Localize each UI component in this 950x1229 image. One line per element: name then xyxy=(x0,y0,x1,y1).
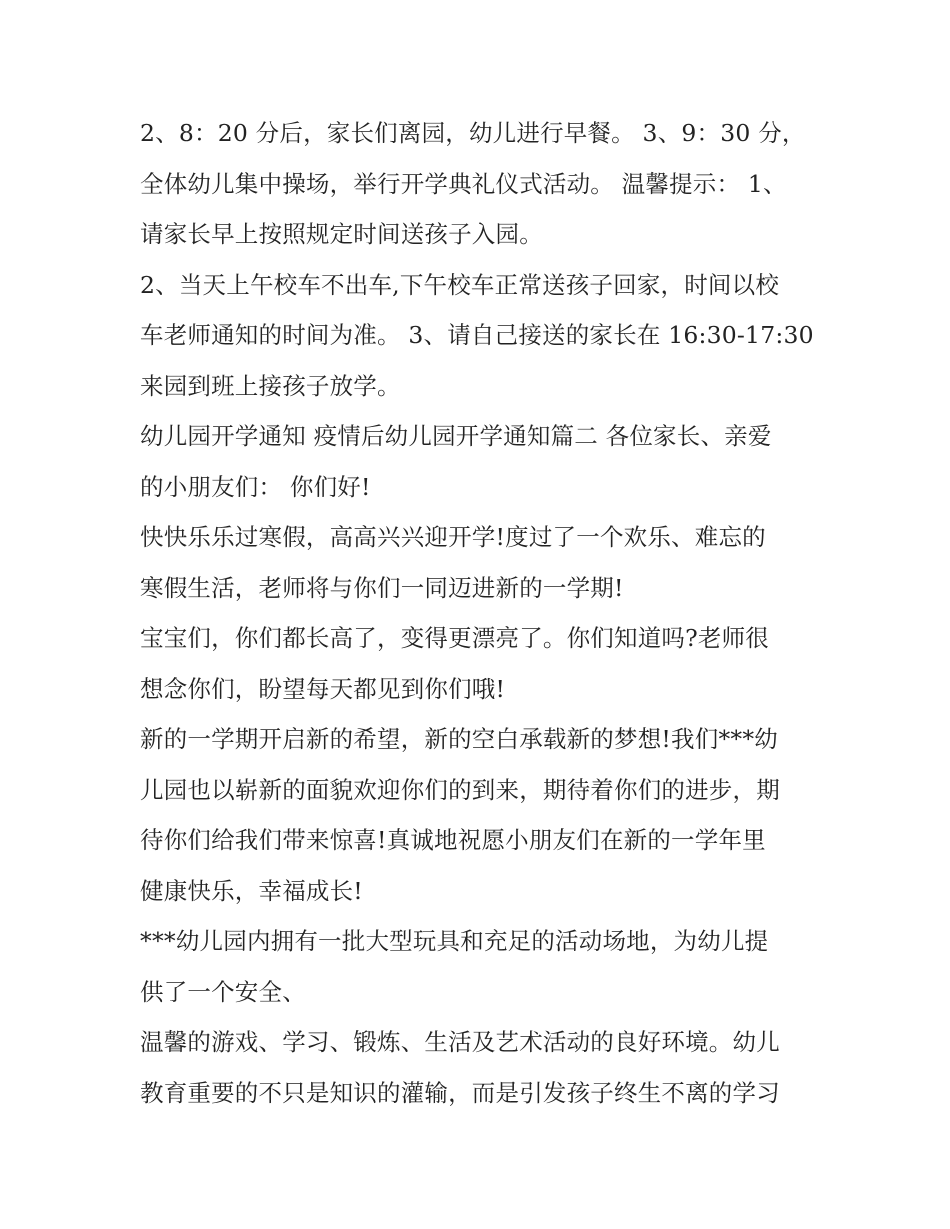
text-line: 车老师通知的时间为准。 3、请自己接送的家长在 16:30-17:30 xyxy=(140,321,814,349)
paragraph-new-semester xyxy=(140,714,820,916)
document-body xyxy=(140,108,820,1118)
text-line: 2、当天上午校车不出车,下午校车正常送孩子回家，时间以校 xyxy=(140,270,780,299)
text-line: ***幼儿园内拥有一批大型玩具和充足的活动场地，为幼儿提 xyxy=(140,927,769,955)
text-line: 待你们给我们带来惊喜!真诚地祝愿小朋友们在新的一学年里 xyxy=(140,826,766,854)
text-line: 快快乐乐过寒假，高高兴兴迎开学!度过了一个欢乐、难忘的 xyxy=(140,523,766,551)
text-line: 儿园也以崭新的面貌欢迎你们的到来，期待着你们的进步，期 xyxy=(140,775,780,804)
text-line: 新的一学期开启新的希望，新的空白承载新的梦想!我们***幼 xyxy=(140,725,778,753)
text-line: 请家长早上按照规定时间送孩子入园。 xyxy=(140,220,543,248)
paragraph-schedule xyxy=(140,108,820,260)
text-line: 幼儿园开学通知 疫情后幼儿园开学通知篇二 各位家长、亲爱 xyxy=(140,422,772,450)
text-line: 供了一个安全、 xyxy=(140,977,306,1006)
paragraph-school-bus xyxy=(140,260,820,412)
paragraph-notice-title xyxy=(140,411,820,512)
paragraph-winter-break xyxy=(140,512,820,613)
paragraph-environment xyxy=(140,1017,820,1118)
text-line: 温馨的游戏、学习、锻炼、生活及艺术活动的良好环境。幼儿 xyxy=(140,1028,780,1056)
text-line: 健康快乐，幸福成长! xyxy=(140,876,363,905)
text-line: 全体幼儿集中操场，举行开学典礼仪式活动。 温馨提示： 1、 xyxy=(140,169,787,198)
paragraph-greeting xyxy=(140,613,820,714)
text-line: 的小朋友们： 你们好! xyxy=(140,472,371,501)
text-line: 2、8：20 分后，家长们离园，幼儿进行早餐。 3、9：30 分， xyxy=(140,119,806,147)
text-line: 寒假生活，老师将与你们一同迈进新的一学期! xyxy=(140,573,624,602)
paragraph-facilities xyxy=(140,916,820,1017)
text-line: 宝宝们，你们都长高了，变得更漂亮了。你们知道吗?老师很 xyxy=(140,624,769,652)
text-line: 教育重要的不只是知识的灌输，而是引发孩子终生不离的学习 xyxy=(140,1078,780,1107)
text-line: 想念你们，盼望每天都见到你们哦! xyxy=(140,674,506,703)
text-line: 来园到班上接孩子放学。 xyxy=(140,371,401,400)
